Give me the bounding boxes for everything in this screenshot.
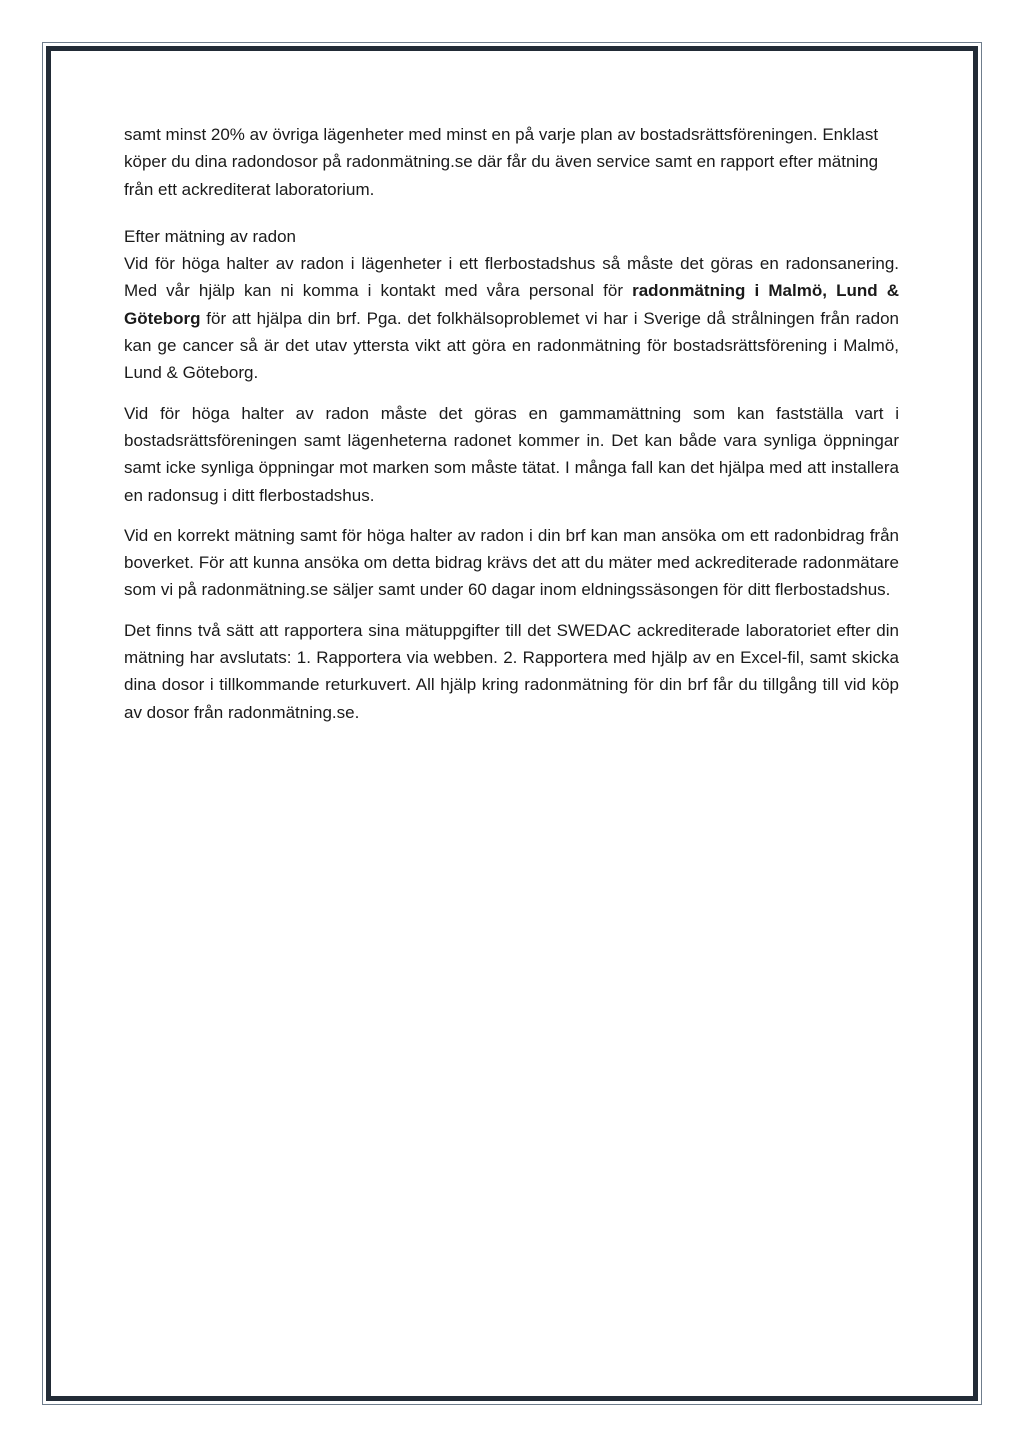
paragraph-gamma-measurement: Vid för höga halter av radon måste det göras en gammamättning som kan fastställa vart i bostadsrättsföreningen samt lägenheterna radonet kommer in. Det kan både vara synliga öppningar samt icke synliga öppningar mot marken som måste tätat. I många fall kan det hjälpa med att installera en radonsug i ditt flerbostadshus.	[124, 403, 899, 505]
section-heading: Efter mätning av radon	[124, 226, 296, 246]
paragraph-text: för att hjälpa din brf. Pga. det folkhälsoproblemet vi har i Sverige då strålningen från radon kan ge cancer så är det utav yttersta vikt att göra en radonmätning för bostadsrättsförening i Malmö, Lund & Göteborg.	[124, 308, 899, 383]
bold-keyword: radonmätning i Malmö, Lund & Göteborg	[124, 281, 899, 328]
paragraph-after-measurement	[124, 223, 899, 387]
document-body	[124, 121, 899, 739]
paragraph-radon-grant: Vid en korrekt mätning samt för höga halter av radon i din brf kan man ansöka om ett radonbidrag från boverket. För att kunna ansöka om detta bidrag krävs det att du mäter med ackrediterade radonmätare som vi på radonmätning.se säljer samt under 60 dagar inom eldningssäsongen för ditt flerbostadshus.	[124, 525, 899, 600]
paragraph-intro: samt minst 20% av övriga lägenheter med minst en på varje plan av bostadsrättsföreningen. Enklast köper du dina radondosor på radonmätning.se där får du även service samt en rapport efter mätning från ett ackrediterat laboratorium.	[124, 125, 879, 199]
paragraph-reporting: Det finns två sätt att rapportera sina mätuppgifter till det SWEDAC ackrediterade laboratoriet efter din mätning har avslutats: 1. Rapportera via webben. 2. Rapportera med hjälp av en Excel-fil, samt skicka dina dosor i tillkommande returkuvert. All hjälp kring radonmätning för din brf får du tillgång till vid köp av dosor från radonmätning.se.	[124, 620, 899, 722]
paragraph-text: Vid för höga halter av radon i lägenheter i ett flerbostadshus så måste det göras en radonsanering. Med vår hjälp kan ni komma i kontakt med våra personal för	[124, 254, 899, 301]
